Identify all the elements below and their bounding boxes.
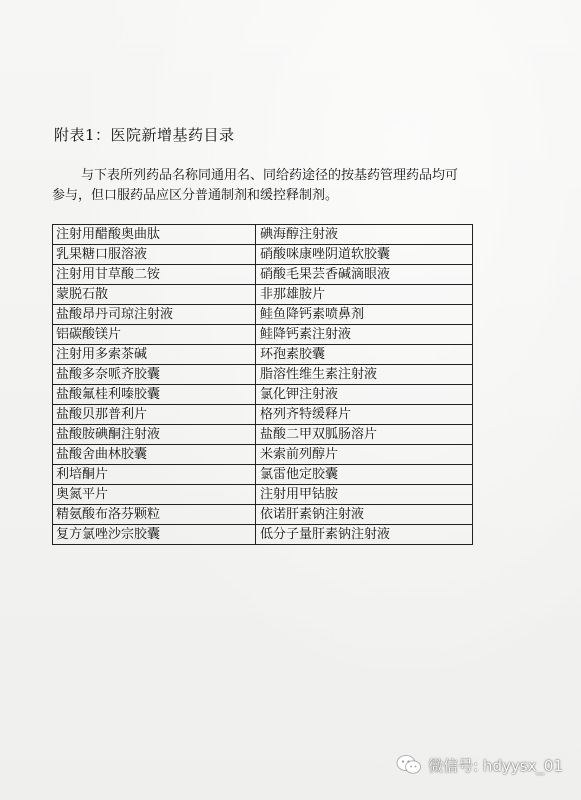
table-row (53, 465, 473, 485)
drug-cell-right: 硝酸咪康唑阴道软胶囊 (256, 245, 473, 265)
drug-cell-left: 盐酸贝那普利片 (53, 405, 256, 425)
drug-cell-left: 复方氯唑沙宗胶囊 (53, 525, 256, 545)
drug-table (52, 224, 473, 545)
drug-cell-right: 注射用甲钴胺 (256, 485, 473, 505)
drug-cell-left: 注射用多索茶碱 (53, 345, 256, 365)
intro-paragraph (52, 166, 472, 206)
table-row (53, 305, 473, 325)
drug-cell-right: 鲑降钙素注射液 (256, 325, 473, 345)
drug-cell-right: 依诺肝素钠注射液 (256, 505, 473, 525)
intro-line-2: 参与，但口服药品应区分普通制剂和缓控释制剂。 (52, 188, 339, 203)
table-row (53, 525, 473, 545)
drug-cell-left: 精氨酸布洛芬颗粒 (53, 505, 256, 525)
wechat-watermark (396, 754, 563, 776)
drug-cell-right: 盐酸二甲双胍肠溶片 (256, 425, 473, 445)
drug-cell-right: 非那雄胺片 (256, 285, 473, 305)
drug-cell-left: 盐酸胺碘酮注射液 (53, 425, 256, 445)
table-row (53, 425, 473, 445)
drug-cell-left: 乳果糖口服溶液 (53, 245, 256, 265)
drug-cell-left: 蒙脱石散 (53, 285, 256, 305)
table-row (53, 485, 473, 505)
drug-cell-right: 硝酸毛果芸香碱滴眼液 (256, 265, 473, 285)
intro-line-1: 与下表所列药品名称同通用名、同给药途径的按基药管理药品均可 (81, 168, 459, 183)
drug-cell-right: 低分子量肝素钠注射液 (256, 525, 473, 545)
drug-cell-left: 盐酸舍曲林胶囊 (53, 445, 256, 465)
drug-cell-right: 氯雷他定胶囊 (256, 465, 473, 485)
watermark-text: 微信号: hdyysx_01 (428, 756, 563, 775)
document-title: 附表1：医院新增基药目录 (54, 126, 235, 144)
drug-cell-right: 脂溶性维生素注射液 (256, 365, 473, 385)
drug-cell-left: 注射用醋酸奥曲肽 (53, 225, 256, 245)
drug-cell-right: 氯化钾注射液 (256, 385, 473, 405)
drug-cell-left: 奥氮平片 (53, 485, 256, 505)
drug-cell-left: 盐酸氟桂利嗪胶囊 (53, 385, 256, 405)
table-row (53, 505, 473, 525)
drug-cell-left: 盐酸昂丹司琼注射液 (53, 305, 256, 325)
table-row (53, 405, 473, 425)
drug-cell-left: 利培酮片 (53, 465, 256, 485)
table-row (53, 385, 473, 405)
drug-table-body (53, 225, 473, 545)
drug-cell-right: 米索前列醇片 (256, 445, 473, 465)
drug-cell-right: 格列齐特缓释片 (256, 405, 473, 425)
drug-cell-left: 盐酸多奈哌齐胶囊 (53, 365, 256, 385)
table-row (53, 225, 473, 245)
wechat-icon (396, 754, 422, 776)
drug-cell-left: 注射用甘草酸二铵 (53, 265, 256, 285)
table-row (53, 445, 473, 465)
drug-cell-left: 铝碳酸镁片 (53, 325, 256, 345)
table-row (53, 325, 473, 345)
table-row (53, 345, 473, 365)
table-row (53, 245, 473, 265)
drug-cell-right: 环孢素胶囊 (256, 345, 473, 365)
table-row (53, 265, 473, 285)
drug-cell-right: 碘海醇注射液 (256, 225, 473, 245)
table-row (53, 365, 473, 385)
table-row (53, 285, 473, 305)
drug-cell-right: 鲑鱼降钙素喷鼻剂 (256, 305, 473, 325)
